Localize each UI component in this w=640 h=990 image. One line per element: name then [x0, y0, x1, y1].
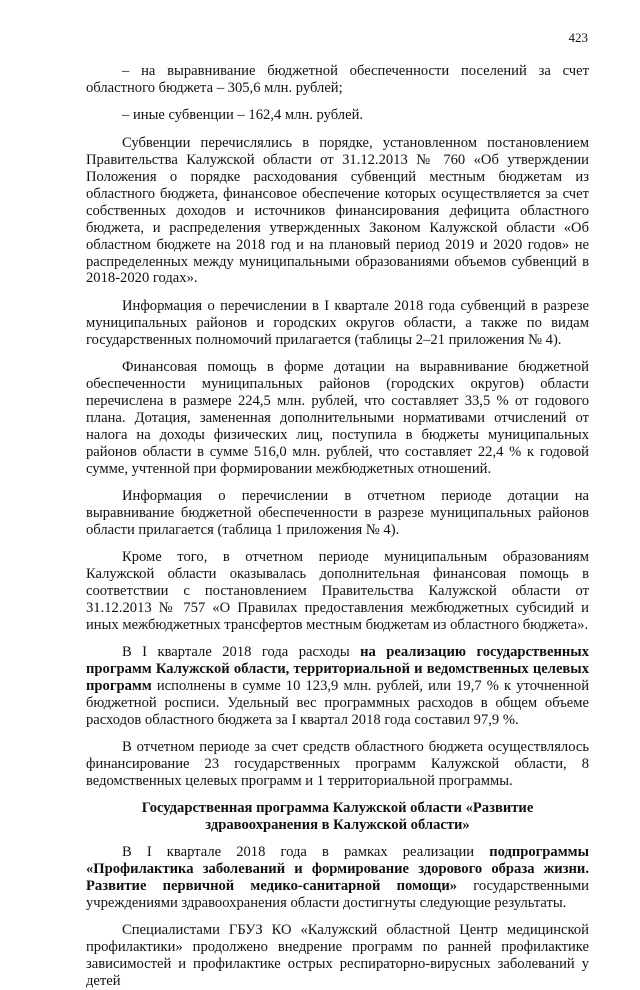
page-number: 423 [568, 30, 588, 45]
paragraph-text: исполнены в сумме 10 123,9 млн. рублей, или 19,7 % к уточненной бюджетной росписи. Удельный вес программных расходов в общем объеме расходов областного бюджета за I квартал 2018 года составил 97,9 %. [86, 678, 589, 728]
paragraph: В отчетном периоде за счет средств областного бюджета осуществлялось финансирование 23 государственных программ Калужской области, 8 ведомственных целевых программ и 1 территориальной программы. [86, 739, 589, 790]
paragraph [86, 844, 589, 912]
paragraph: Информация о перечислении в I квартале 2018 года субвенций в разрезе муниципальных районов и городских округов области, а также по видам государственных полномочий прилагается (таблицы 2–21 приложения № 4). [86, 297, 589, 348]
paragraph: Специалистами ГБУЗ КО «Калужский областной Центр медицинской профилактики» продолжено внедрение программ по ранней профилактике зависимостей и профилактике острых респираторно-вирусных заболеваний у детей [86, 922, 589, 990]
paragraph-text: В I квартале 2018 года в рамках реализации [122, 844, 490, 861]
paragraph-bold-text: на реализацию государственных программ Калужской области, территориальной и ведомственных целевых программ [86, 644, 589, 694]
paragraph: Субвенции перечислялись в порядке, установленном постановлением Правительства Калужской области от 31.12.2013 № 760 «Об утверждении Положения о порядке расходования субвенций местным бюджетам из областного бюджета, финансовое обеспечение которых осуществляется за счет собственных доходов и источников финансирования дефицита областного бюджета, и распределения утвержденных Законом Калужской области «Об областном бюджете на 2018 год и на плановый период 2019 и 2020 годов» не распределенных между муниципальными образованиями объемов субвенций в 2018-2020 годах». [86, 135, 589, 287]
paragraph-bold-text: подпрограммы «Профилактика заболеваний и формирование здорового образа жизни. Развитие первичной медико-санитарной помощи» [86, 844, 589, 895]
paragraph: Финансовая помощь в форме дотации на выравнивание бюджетной обеспеченности муниципальных районов (городских округов) области перечислена в размере 224,5 млн. рублей, что составляет 33,5 % от годового плана. Дотация, замененная дополнительными нормативами отчислений от налога на доходы физических лиц, поступила в бюджеты муниципальных районов области в сумме 516,0 млн. рублей, что составляет 22,4 % к годовой сумме, учтенной при формировании межбюджетных отношений. [86, 359, 589, 477]
paragraph-text: В I квартале 2018 года расходы [122, 644, 361, 661]
paragraph [86, 644, 589, 729]
paragraph: Информация о перечислении в отчетном периоде дотации на выравнивание бюджетной обеспеченности в разрезе муниципальных районов области прилагается (таблица 1 приложения № 4). [86, 487, 589, 538]
document-body [86, 63, 589, 990]
paragraph: – на выравнивание бюджетной обеспеченности поселений за счет областного бюджета – 305,6 млн. рублей; [86, 63, 589, 96]
paragraph: Кроме того, в отчетном периоде муниципальным образованиям Калужской области оказывалась дополнительная финансовая помощь в соответствии с постановлением Правительства Калужской области от 31.12.2013 № 757 «О Правилах предоставления межбюджетных субсидий и иных межбюджетных трансфертов местным бюджетам из областного бюджета». [86, 549, 589, 633]
paragraph: – иные субвенции – 162,4 млн. рублей. [122, 107, 364, 124]
paragraph-text: государственными учреждениями здравоохранения области достигнуты следующие результаты. [86, 878, 589, 911]
section-heading: Государственная программа Калужской области «Развитие здравоохранения в Калужской области» [141, 799, 534, 833]
